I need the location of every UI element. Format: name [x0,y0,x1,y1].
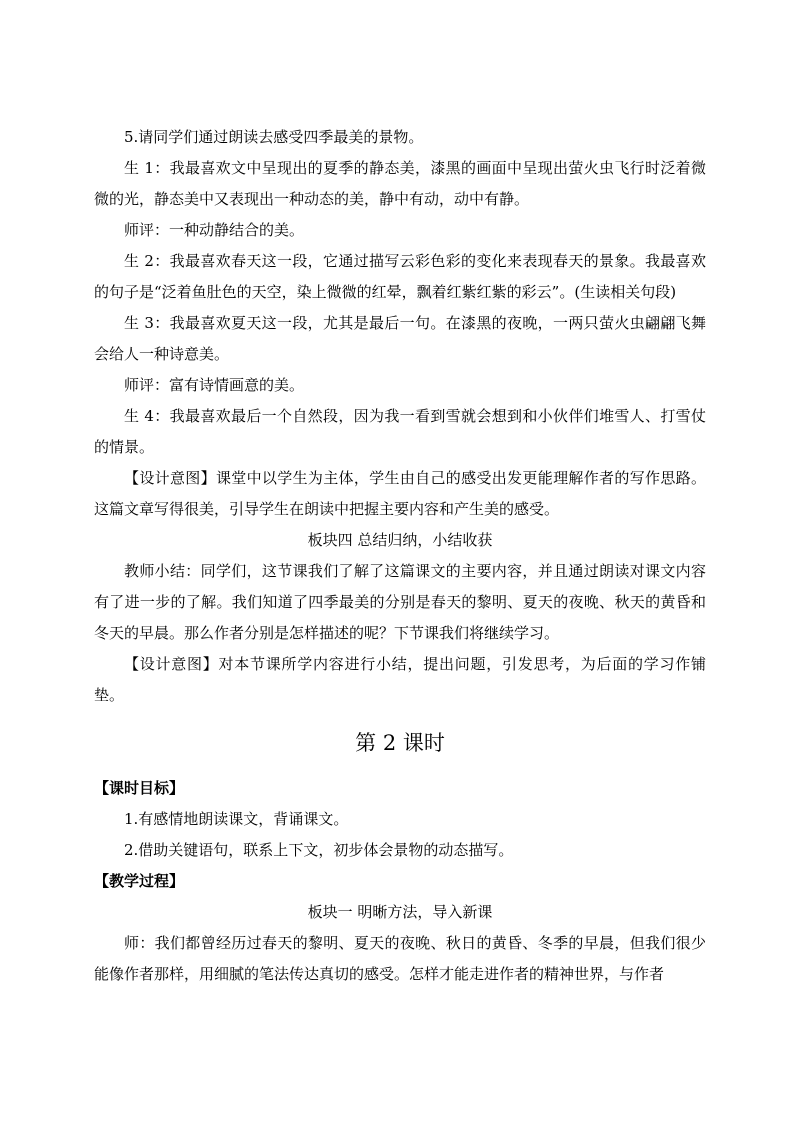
paragraph-student-3: 生 3：我最喜欢夏天这一段，尤其是最后一句。在漆黑的夜晚，一两只萤火虫翩翩飞舞会给人一种诗意美。 [94,314,706,363]
paragraph-teacher-intro: 师：我们都曾经历过春天的黎明、夏天的夜晚、秋日的黄昏、冬季的早晨，但我们很少能像作者那样，用细腻的笔法传达真切的感受。怎样才能走进作者的精神世界，与作者 [94,934,706,983]
process-heading: 【教学过程】 [94,872,185,890]
document-page [94,122,706,990]
goals-heading: 【课时目标】 [94,779,185,797]
paragraph-design-intent-1: 【设计意图】课堂中以学生为主体，学生由自己的感受出发更能理解作者的写作思路。这篇文章写得很美，引导学生在朗读中把握主要内容和产生美的感受。 [94,469,706,518]
paragraph-student-4: 生 4：我最喜欢最后一个自然段，因为我一看到雪就会想到和小伙伴们堆雪人、打雪仗的情景。 [94,407,706,456]
goal-item-1: 1.有感情地朗读课文，背诵课文。 [124,810,349,828]
paragraph-teacher-comment-1: 师评：一种动静结合的美。 [124,221,305,239]
paragraph-reading-task: 5.请同学们通过朗读去感受四季最美的景物。 [124,128,424,146]
lesson-2-title: 第 2 课时 [355,731,445,755]
section-1-title: 板块一 明晰方法，导入新课 [307,903,493,921]
section-4-title: 板块四 总结归纳，小结收获 [307,531,493,549]
paragraph-teacher-summary: 教师小结：同学们，这节课我们了解了这篇课文的主要内容，并且通过朗读对课文内容有了进一步的了解。我们知道了四季最美的分别是春天的黎明、夏天的夜晚、秋天的黄昏和冬天的早晨。那么作者分别是怎样描述的呢？下节课我们将继续学习。 [94,562,706,642]
goal-item-2: 2.借助关键语句，联系上下文，初步体会景物的动态描写。 [124,841,514,859]
paragraph-teacher-comment-2: 师评：富有诗情画意的美。 [124,376,305,394]
paragraph-student-2: 生 2：我最喜欢春天这一段，它通过描写云彩色彩的变化来表现春天的景象。我最喜欢的句子是“泛着鱼肚色的天空，染上微微的红晕，飘着红紫红紫的彩云”。(生读相关句段) [94,252,706,301]
paragraph-design-intent-2: 【设计意图】对本节课所学内容进行小结，提出问题，引发思考，为后面的学习作铺垫。 [94,655,706,704]
paragraph-student-1: 生 1：我最喜欢文中呈现出的夏季的静态美，漆黑的画面中呈现出萤火虫飞行时泛着微微的光，静态美中又表现出一种动态的美，静中有动，动中有静。 [94,159,706,208]
